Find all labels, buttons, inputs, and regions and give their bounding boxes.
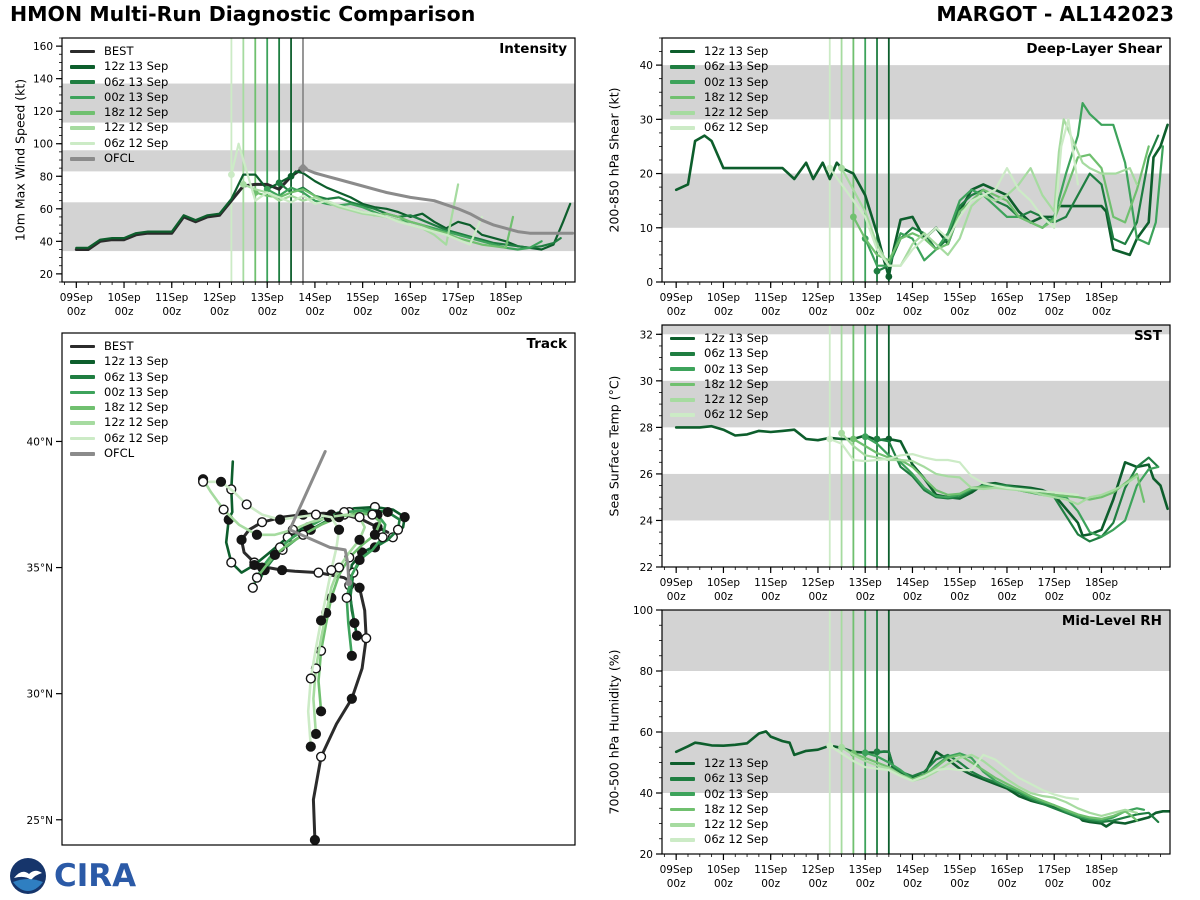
init-dot — [838, 744, 845, 751]
track-marker-filled — [371, 530, 380, 539]
legend-label: 00z 13 Sep — [704, 74, 769, 89]
x-tick-label-hour: 00z — [808, 878, 828, 890]
track-marker-filled — [355, 535, 364, 544]
track-marker-filled — [253, 530, 262, 539]
init-dot — [862, 433, 869, 440]
x-tick-label-hour: 00z — [855, 878, 875, 890]
legend-label: 06z 13 Sep — [104, 74, 169, 89]
track-marker-filled — [217, 477, 226, 486]
x-tick-label-date: 16Sep — [393, 292, 427, 304]
intensity-legend — [70, 44, 168, 166]
x-tick-label-date: 18Sep — [1084, 864, 1119, 876]
shear-legend — [670, 44, 768, 136]
x-tick-label-hour: 00z — [855, 306, 875, 318]
track-marker-open — [314, 568, 323, 577]
legend-swatch — [70, 406, 95, 410]
legend-label: 06z 13 Sep — [104, 369, 169, 384]
x-tick-label-hour: 00z — [1092, 591, 1111, 603]
legend-label: 12z 12 Sep — [104, 120, 169, 135]
x-tick-label-date: 09Sep — [59, 292, 93, 304]
track-marker-open — [362, 634, 371, 643]
legend-item — [670, 787, 768, 802]
init-dot — [874, 268, 881, 275]
x-tick-label-date: 10Sep — [706, 577, 741, 589]
y-tick-label: 20 — [639, 849, 653, 861]
legend-item — [70, 136, 168, 151]
legend-swatch — [670, 65, 695, 69]
x-tick-label-hour: 00z — [1044, 591, 1064, 603]
track-marker-filled — [311, 836, 320, 845]
x-tick-label-date: 13Sep — [848, 577, 882, 589]
legend-swatch — [670, 126, 695, 130]
lat-tick-label: 40°N — [26, 436, 53, 449]
legend-item — [670, 756, 768, 771]
legend-item — [70, 75, 168, 90]
y-tick-label: 32 — [639, 329, 653, 342]
legend-swatch — [70, 421, 95, 425]
legend-item — [670, 59, 768, 74]
y-tick-label: 28 — [639, 422, 653, 435]
track-marker-open — [327, 566, 336, 575]
x-tick-label-date: 14Sep — [895, 292, 930, 304]
x-tick-label-hour: 00z — [761, 306, 781, 318]
legend-label: 00z 13 Sep — [104, 89, 169, 104]
legend-label: 06z 12 Sep — [704, 120, 769, 135]
legend-item — [670, 392, 768, 407]
legend-item — [70, 339, 168, 354]
legend-swatch — [70, 375, 95, 379]
track-marker-open — [258, 518, 267, 527]
track-marker-filled — [278, 566, 287, 575]
x-tick-label-date: 11Sep — [155, 292, 189, 304]
track-marker-filled — [317, 707, 326, 716]
x-tick-label-hour: 00z — [666, 878, 686, 890]
branding-footer — [8, 855, 136, 897]
x-tick-label-date: 10Sep — [107, 292, 141, 304]
y-tick-label: 140 — [32, 73, 53, 86]
x-tick-label-hour: 00z — [903, 591, 922, 603]
x-tick-label-hour: 00z — [997, 878, 1017, 890]
track-marker-filled — [353, 631, 362, 640]
x-tick-label-date: 12Sep — [202, 292, 237, 304]
track-marker-filled — [237, 535, 246, 544]
noaa-logo-icon — [8, 856, 48, 896]
legend-item — [670, 362, 768, 377]
rh-ylabel: 700-500 hPa Humidity (%) — [606, 649, 622, 815]
x-tick-label-date: 13Sep — [848, 292, 882, 304]
y-tick-label: 60 — [639, 727, 653, 739]
x-tick-label-hour: 00z — [997, 306, 1017, 318]
y-tick-label: 120 — [32, 106, 53, 119]
legend-swatch — [70, 142, 95, 146]
x-tick-label-hour: 00z — [162, 306, 182, 318]
track-marker-filled — [350, 619, 359, 628]
x-tick-label-hour: 00z — [713, 591, 733, 603]
legend-swatch — [670, 352, 695, 356]
legend-item — [70, 415, 168, 430]
x-tick-label-date: 15Sep — [943, 292, 977, 304]
x-tick-label-date: 15Sep — [943, 864, 977, 876]
legend-swatch — [670, 96, 695, 100]
track-marker-open — [227, 558, 236, 567]
legend-label: OFCL — [104, 446, 135, 461]
track-title: Track — [526, 336, 567, 352]
x-tick-label-date: 14Sep — [298, 292, 332, 304]
x-tick-label-date: 18Sep — [1084, 577, 1119, 589]
legend-label: 06z 12 Sep — [704, 832, 769, 847]
legend-label: 18z 12 Sep — [704, 801, 769, 816]
track-marker-filled — [276, 515, 285, 524]
legend-item — [670, 832, 768, 847]
lat-tick-label: 25°N — [26, 814, 53, 827]
x-tick-label-date: 16Sep — [990, 577, 1024, 589]
legend-item — [70, 446, 168, 461]
x-tick-label-date: 09Sep — [659, 292, 693, 304]
x-tick-label-hour: 00z — [496, 306, 516, 318]
x-tick-label-date: 16Sep — [990, 292, 1024, 304]
legend-label: 06z 13 Sep — [704, 346, 769, 361]
legend-label: 12z 13 Sep — [704, 44, 769, 58]
x-tick-label-date: 09Sep — [659, 577, 693, 589]
track-marker-filled — [306, 742, 315, 751]
legend-item — [70, 354, 168, 369]
shear-title: Deep-Layer Shear — [1026, 41, 1162, 57]
track-marker-open — [306, 674, 315, 683]
track-marker-open — [199, 477, 208, 486]
legend-swatch — [70, 345, 95, 349]
y-tick-label: 20 — [39, 268, 53, 281]
y-tick-label: 80 — [39, 171, 53, 184]
legend-label: 12z 13 Sep — [104, 59, 169, 74]
y-tick-label: 60 — [39, 203, 53, 216]
legend-swatch — [670, 838, 695, 842]
legend-swatch — [670, 337, 695, 341]
track-marker-filled — [335, 525, 344, 534]
track-marker-filled — [312, 730, 321, 739]
legend-label: 12z 13 Sep — [704, 756, 769, 770]
category-band — [662, 174, 1170, 228]
legend-item — [670, 346, 768, 361]
x-tick-label-date: 12Sep — [801, 292, 835, 304]
legend-label: 12z 12 Sep — [704, 392, 769, 407]
legend-item — [670, 120, 768, 135]
x-tick-label-hour: 00z — [66, 306, 86, 318]
track-marker-open — [242, 500, 251, 509]
cira-logo-icon: CIRA — [54, 858, 137, 894]
init-dot — [345, 579, 352, 586]
legend-swatch — [70, 452, 95, 456]
legend-label: 06z 12 Sep — [104, 135, 169, 150]
x-tick-label-hour: 00z — [903, 306, 922, 318]
legend-item — [670, 90, 768, 105]
x-tick-label-hour: 00z — [761, 591, 781, 603]
legend-item — [670, 44, 768, 59]
track-marker-open — [219, 505, 228, 514]
legend-item — [670, 105, 768, 120]
x-tick-label-date: 17Sep — [1037, 864, 1071, 876]
track-marker-open — [253, 573, 262, 582]
legend-label: 12z 13 Sep — [104, 354, 169, 369]
rh-title: Mid-Level RH — [1061, 613, 1162, 629]
track-legend — [70, 339, 168, 461]
init-dot — [850, 436, 857, 443]
legend-swatch — [70, 157, 95, 161]
intensity-title: Intensity — [499, 41, 567, 57]
x-tick-label-date: 14Sep — [895, 864, 930, 876]
init-dot — [838, 165, 845, 172]
rh-legend — [670, 756, 768, 848]
legend-label: 18z 12 Sep — [704, 89, 769, 104]
legend-swatch — [670, 413, 695, 417]
init-dot — [874, 748, 881, 755]
x-tick-label-hour: 00z — [808, 591, 828, 603]
legend-swatch — [670, 792, 695, 796]
x-tick-label-hour: 00z — [903, 878, 922, 890]
track-marker-open — [248, 583, 257, 592]
legend-swatch — [70, 126, 95, 130]
x-tick-label-date: 11Sep — [754, 577, 788, 589]
init-dot — [862, 749, 869, 756]
legend-label: OFCL — [104, 151, 135, 166]
x-tick-label-hour: 00z — [950, 591, 970, 603]
legend-item — [670, 75, 768, 90]
legend-label: 00z 13 Sep — [104, 384, 169, 399]
legend-label: 12z 12 Sep — [704, 817, 769, 832]
legend-item — [670, 771, 768, 786]
x-tick-label-date: 18Sep — [489, 292, 523, 304]
legend-swatch — [70, 65, 95, 69]
track-marker-open — [317, 752, 326, 761]
legend-swatch — [70, 360, 95, 364]
legend-swatch — [670, 398, 695, 402]
legend-swatch — [670, 383, 695, 387]
track-marker-filled — [347, 694, 356, 703]
y-tick-label: 20 — [639, 168, 653, 181]
legend-item — [70, 44, 168, 59]
x-tick-label-hour: 00z — [353, 306, 373, 318]
x-tick-label-date: 17Sep — [1037, 292, 1071, 304]
y-tick-label: 22 — [639, 562, 653, 574]
sst-title: SST — [1133, 328, 1162, 344]
legend-item — [670, 802, 768, 817]
legend-item — [70, 400, 168, 415]
x-tick-label-hour: 00z — [210, 306, 229, 318]
legend-swatch — [670, 808, 695, 812]
x-tick-label-date: 09Sep — [659, 864, 693, 876]
x-tick-label-hour: 00z — [257, 306, 277, 318]
x-tick-label-hour: 00z — [1044, 306, 1064, 318]
legend-swatch — [70, 80, 95, 84]
legend-item — [670, 331, 768, 346]
track-marker-filled — [270, 551, 279, 560]
sst-ylabel: Sea Surface Temp (°C) — [606, 375, 622, 517]
legend-label: 06z 13 Sep — [704, 771, 769, 786]
init-dot — [850, 214, 857, 221]
legend-swatch — [670, 50, 695, 54]
legend-item — [70, 90, 168, 105]
x-tick-label-hour: 00z — [761, 878, 781, 890]
legend-label: 00z 13 Sep — [704, 361, 769, 376]
legend-item — [70, 370, 168, 385]
page-title: HMON Multi-Run Diagnostic Comparison — [10, 2, 476, 26]
init-dot — [240, 181, 247, 188]
legend-label: 18z 12 Sep — [704, 376, 769, 391]
legend-label: BEST — [104, 339, 134, 353]
track-marker-filled — [383, 508, 392, 517]
x-tick-label-date: 11Sep — [754, 292, 788, 304]
x-tick-label-hour: 00z — [305, 306, 325, 318]
legend-item — [70, 59, 168, 74]
x-tick-label-date: 12Sep — [801, 864, 835, 876]
legend-item — [670, 407, 768, 422]
legend-swatch — [670, 80, 695, 84]
init-dot — [838, 430, 845, 437]
y-tick-label: 30 — [639, 114, 653, 127]
x-tick-label-date: 10Sep — [706, 864, 741, 876]
y-tick-label: 40 — [39, 236, 53, 249]
x-tick-label-date: 14Sep — [895, 577, 930, 589]
y-tick-label: 160 — [32, 41, 53, 54]
x-tick-label-hour: 00z — [713, 306, 733, 318]
track-marker-open — [342, 593, 351, 602]
init-dot — [288, 173, 295, 180]
x-tick-label-date: 11Sep — [754, 864, 788, 876]
track-marker-open — [312, 510, 321, 519]
y-tick-label: 26 — [639, 468, 653, 481]
intensity-ylabel: 10m Max Wind Speed (kt) — [12, 78, 28, 242]
legend-label: 06z 13 Sep — [704, 59, 769, 74]
legend-swatch — [670, 111, 695, 115]
lat-tick-label: 30°N — [26, 688, 53, 701]
legend-item — [70, 431, 168, 446]
x-tick-label-date: 10Sep — [706, 292, 741, 304]
x-tick-label-hour: 00z — [997, 591, 1017, 603]
x-tick-label-hour: 00z — [1092, 306, 1111, 318]
legend-label: 06z 12 Sep — [104, 430, 169, 445]
x-tick-label-date: 17Sep — [1037, 577, 1071, 589]
x-tick-label-hour: 00z — [1044, 878, 1064, 890]
init-dot — [885, 273, 892, 280]
legend-item — [70, 385, 168, 400]
track-marker-filled — [355, 583, 364, 592]
track-marker-open — [368, 510, 377, 519]
x-tick-label-hour: 00z — [1092, 878, 1111, 890]
x-tick-label-date: 15Sep — [943, 577, 977, 589]
lat-tick-label: 35°N — [26, 562, 53, 575]
legend-item — [70, 151, 168, 166]
y-tick-label: 30 — [639, 375, 653, 388]
x-tick-label-date: 16Sep — [990, 864, 1024, 876]
y-tick-label: 10 — [639, 222, 653, 235]
track-marker-filled — [317, 616, 326, 625]
init-dot — [826, 165, 833, 172]
legend-label: 12z 13 Sep — [704, 331, 769, 345]
track-marker-filled — [347, 651, 356, 660]
sst-legend — [670, 331, 768, 423]
x-tick-label-hour: 00z — [666, 591, 686, 603]
track-marker-open — [355, 513, 364, 522]
legend-swatch — [70, 391, 95, 395]
x-tick-label-hour: 00z — [855, 591, 875, 603]
y-tick-label: 100 — [32, 138, 53, 151]
legend-swatch — [70, 437, 95, 441]
x-tick-label-hour: 00z — [666, 306, 686, 318]
y-tick-label: 100 — [632, 605, 653, 617]
legend-swatch — [70, 96, 95, 100]
x-tick-label-date: 13Sep — [848, 864, 882, 876]
legend-label: 18z 12 Sep — [104, 105, 169, 120]
track-marker-filled — [355, 556, 364, 565]
legend-swatch — [670, 823, 695, 827]
x-tick-label-hour: 00z — [950, 878, 970, 890]
x-tick-label-date: 12Sep — [801, 577, 835, 589]
x-tick-label-hour: 00z — [808, 306, 828, 318]
init-dot — [228, 171, 235, 178]
legend-item — [70, 105, 168, 120]
legend-label: 18z 12 Sep — [104, 400, 169, 415]
legend-label: 06z 12 Sep — [704, 407, 769, 422]
legend-swatch — [670, 762, 695, 766]
legend-label: 12z 12 Sep — [104, 415, 169, 430]
shear-ylabel: 200-850 hPa Shear (kt) — [606, 87, 622, 233]
init-dot — [276, 179, 283, 186]
init-dot — [826, 436, 833, 443]
legend-label: 00z 13 Sep — [704, 786, 769, 801]
track-marker-open — [394, 525, 403, 534]
x-tick-label-date: 13Sep — [250, 292, 284, 304]
legend-label: BEST — [104, 44, 134, 58]
x-tick-label-hour: 00z — [448, 306, 468, 318]
x-tick-label-date: 15Sep — [346, 292, 380, 304]
legend-item — [670, 817, 768, 832]
y-tick-label: 0 — [646, 277, 653, 289]
y-tick-label: 24 — [639, 515, 653, 528]
legend-item — [670, 377, 768, 392]
x-tick-label-hour: 00z — [114, 306, 134, 318]
y-tick-label: 40 — [639, 788, 653, 800]
legend-swatch — [70, 50, 95, 54]
x-tick-label-hour: 00z — [950, 306, 970, 318]
x-tick-label-date: 18Sep — [1084, 292, 1119, 304]
legend-item — [70, 120, 168, 135]
legend-swatch — [670, 367, 695, 371]
y-tick-label: 80 — [639, 666, 653, 678]
x-tick-label-hour: 00z — [713, 878, 733, 890]
track-marker-filled — [400, 513, 409, 522]
legend-swatch — [70, 111, 95, 115]
x-tick-label-hour: 00z — [400, 306, 420, 318]
y-tick-label: 40 — [639, 60, 653, 73]
init-dot — [826, 742, 833, 749]
x-tick-label-date: 17Sep — [441, 292, 475, 304]
legend-swatch — [670, 777, 695, 781]
storm-title: MARGOT - AL142023 — [936, 2, 1174, 26]
legend-label: 12z 12 Sep — [704, 105, 769, 120]
